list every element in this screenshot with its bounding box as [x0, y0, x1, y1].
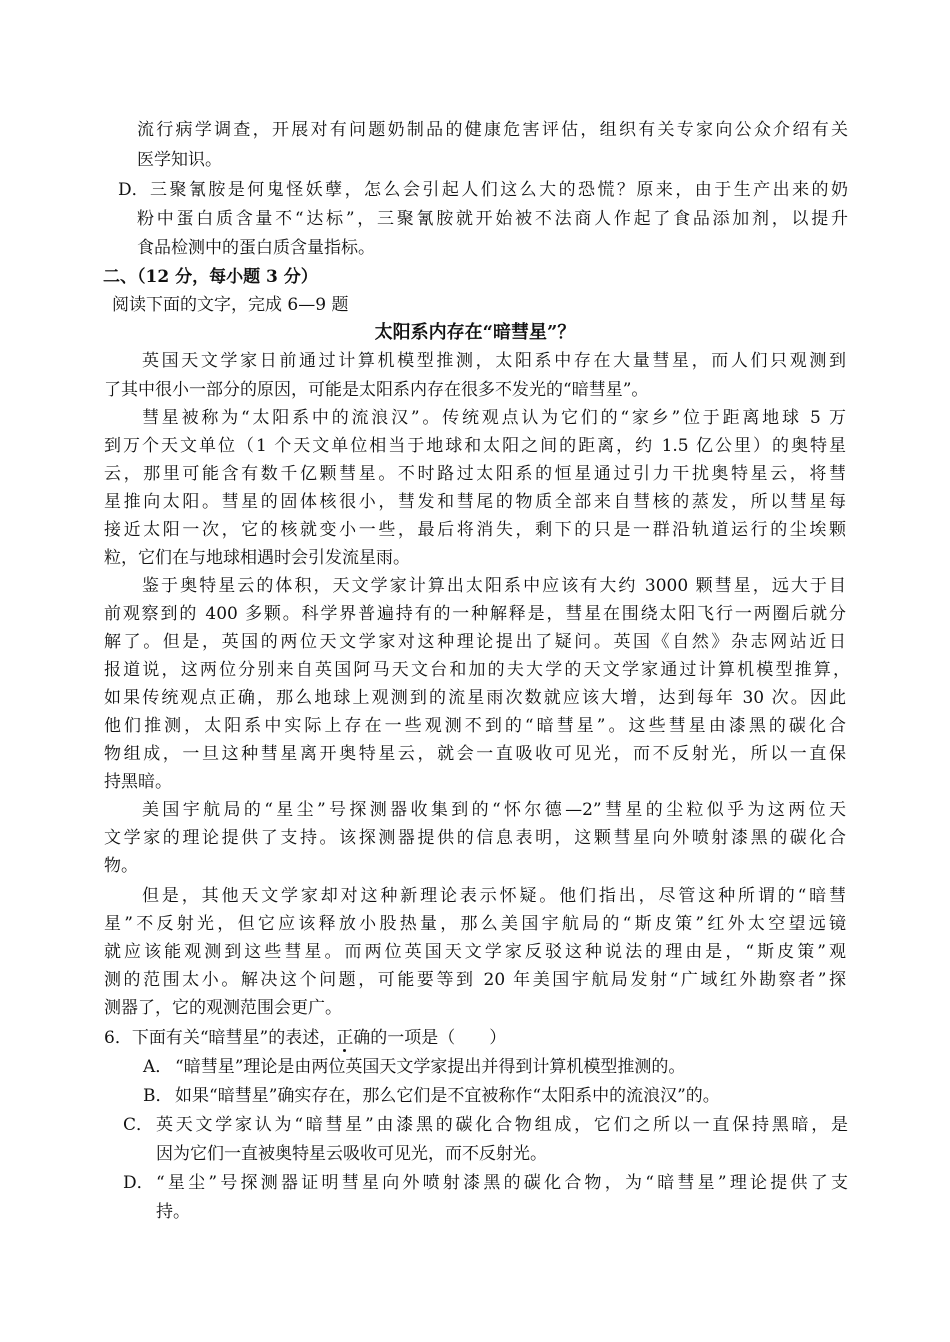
para-2-line-3: 云，那里可能含有数千亿颗彗星。不时路过太阳系的恒星通过引力干扰奥特星云，将彗	[104, 464, 846, 484]
para-2-line-6: 粒，它们在与地球相遇时会引发流星雨。	[104, 548, 410, 568]
question-6-option-d-line-2: 持。	[156, 1202, 190, 1222]
para-3-line-7: 物组成，一旦这种彗星离开奥特星云，就会一直吸收可见光，而不反射光，所以一直保	[104, 744, 846, 764]
para-4-line-3: 物。	[104, 856, 138, 876]
option-d-prev-line-2: 粉中蛋白质含量不“达标”，三聚氰胺就开始被不法商人作起了食品添加剂，以提升	[137, 209, 848, 229]
question-6-option-a-label: A．	[143, 1057, 173, 1077]
para-3-line-5: 如果传统观点正确，那么地球上观测到的流星雨次数就应该大增，达到每年 30 次。因此	[104, 688, 846, 708]
para-5-line-4: 测的范围太小。解决这个问题，可能要等到 20 年美国宇航局发射“广域红外勘察者”探	[104, 970, 846, 990]
question-6-option-b-text: 如果“暗彗星”确实存在，那么它们是不宜被称作“太阳系中的流浪汉”的。	[175, 1086, 720, 1106]
para-3-line-6: 他们推测，太阳系中实际上存在一些观测不到的“暗彗星”。这些彗星由漆黑的碳化合	[104, 716, 846, 736]
question-6-option-a-text: “暗彗星”理论是由两位英国天文学家提出并得到计算机模型推测的。	[175, 1057, 686, 1077]
question-6-option-d-label: D．	[123, 1173, 154, 1193]
option-c-prev-line-1: 流行病学调查，开展对有问题奶制品的健康危害评估，组织有关专家向公众介绍有关	[137, 120, 848, 140]
para-2-line-5: 接近太阳一次，它的核就变小一些，最后将消失，剩下的只是一群沿轨道运行的尘埃颗	[104, 520, 846, 540]
question-6-option-c-label: C．	[123, 1115, 154, 1135]
option-d-prev-line-1: 三聚氰胺是何鬼怪妖孽，怎么会引起人们这么大的恐慌？原来，由于生产出来的奶	[150, 180, 848, 200]
para-3-line-3: 解了。但是，英国的两位天文学家对这种理论提出了疑问。英国《自然》杂志网站近日	[104, 632, 846, 652]
para-3-line-2: 前观察到的 400 多颗。科学界普遍持有的一种解释是，彗星在围绕太阳飞行一两圈后就分	[104, 604, 846, 624]
para-5-line-3: 就应该能观测到这些彗星。而两位英国天文学家反驳这种说法的理由是，“斯皮策”观	[104, 942, 846, 962]
question-6-emphasis-char: 正	[336, 1028, 354, 1048]
option-d-prev-line-3: 食品检测中的蛋白质含量指标。	[137, 238, 375, 258]
section-two-heading: 二、（12 分，每小题 3 分）	[103, 267, 318, 287]
para-5-line-1: 但是，其他天文学家却对这种新理论表示怀疑。他们指出，尽管这种所谓的“暗彗	[142, 886, 846, 906]
para-3-line-8: 持黑暗。	[104, 772, 172, 792]
para-3-line-4: 报道说，这两位分别来自英国阿马天文台和加的夫大学的天文学家通过计算机模型推算，	[104, 660, 850, 680]
article-title: 太阳系内存在“暗彗星”？	[374, 322, 576, 343]
para-5-line-5: 测器了，它的观测范围会更广。	[104, 998, 342, 1018]
question-6-stem	[104, 1026, 506, 1050]
question-6-stem-end: 确的一项是（ ）	[353, 1028, 507, 1048]
section-two-instruction: 阅读下面的文字，完成 6—9 题	[112, 295, 349, 315]
option-d-prev-label: D．	[118, 180, 149, 200]
question-6-option-b-label: B．	[143, 1086, 173, 1106]
para-2-line-2: 到万个天文单位（1 个天文单位相当于地球和太阳之间的距离，约 1.5 亿公里）的奥特星	[104, 436, 846, 456]
para-4-line-1: 美国宇航局的“星尘”号探测器收集到的“怀尔德—2”彗星的尘粒似乎为这两位天	[142, 800, 846, 820]
para-1-line-2: 了其中很小一部分的原因，可能是太阳系内存在很多不发光的“暗彗星”。	[104, 380, 649, 400]
question-6-stem-start: 6．下面有关“暗彗星”的表述，	[104, 1028, 337, 1048]
question-6-option-c-line-2: 因为它们一直被奥特星云吸收可见光，而不反射光。	[156, 1144, 547, 1164]
para-4-line-2: 文学家的理论提供了支持。该探测器提供的信息表明，这颗彗星向外喷射漆黑的碳化合	[104, 828, 846, 848]
para-2-line-4: 星推向太阳。彗星的固体核很小，彗发和彗尾的物质全部来自彗核的蒸发，所以彗星每	[104, 492, 846, 512]
para-2-line-1: 彗星被称为“太阳系中的流浪汉”。传统观点认为它们的“家乡”位于距离地球 5 万	[142, 408, 846, 428]
option-c-prev-line-2: 医学知识。	[137, 150, 222, 170]
question-6-option-d-line-1: “星尘”号探测器证明彗星向外喷射漆黑的碳化合物，为“暗彗星”理论提供了支	[156, 1173, 848, 1193]
question-6-option-c-line-1: 英天文学家认为“暗彗星”由漆黑的碳化合物组成，它们之所以一直保持黑暗，是	[156, 1115, 848, 1135]
para-1-line-1: 英国天文学家日前通过计算机模型推测，太阳系中存在大量彗星，而人们只观测到	[142, 351, 846, 371]
para-5-line-2: 星”不反射光，但它应该释放小股热量，那么美国宇航局的“斯皮策”红外太空望远镜	[104, 914, 846, 934]
para-3-line-1: 鉴于奥特星云的体积，天文学家计算出太阳系中应该有大约 3000 颗彗星，远大于目	[142, 576, 846, 596]
